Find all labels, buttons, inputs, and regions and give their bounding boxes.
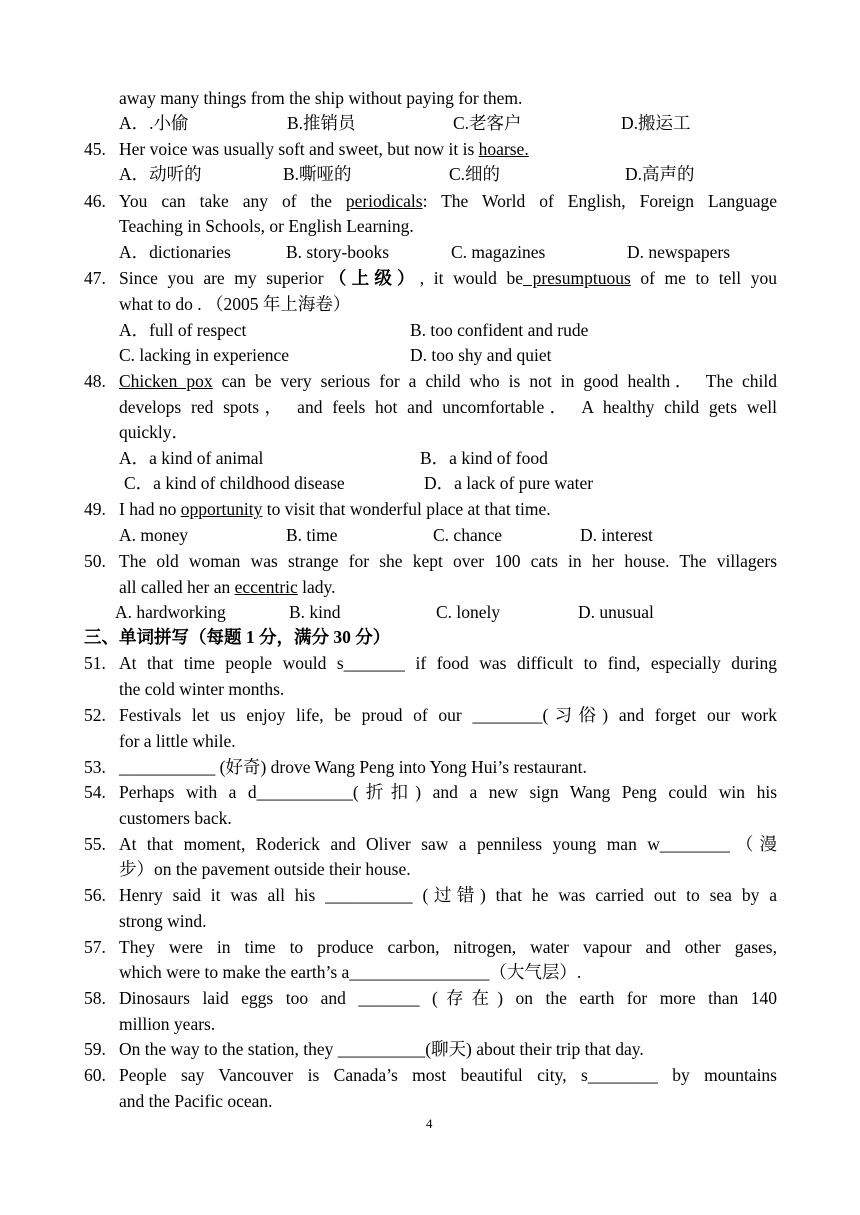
q46-option-a: A．dictionaries (119, 242, 231, 262)
item-60-line2: and the Pacific ocean. (119, 1091, 273, 1111)
item-52-line1: Festivals let us enjoy life, be proud of our ________(习俗) and forget our work (119, 705, 777, 725)
q49-stem: I had no opportunity to visit that wonderful place at that time. (119, 499, 551, 519)
item-55-line1: At that moment, Roderick and Oliver saw a penniless young man w________（漫 (119, 834, 777, 854)
item-54-number: 54. (84, 782, 106, 802)
item-59-number: 59. (84, 1039, 106, 1059)
q44-option-d: D.搬运工 (621, 113, 691, 133)
q45-stem: Her voice was usually soft and sweet, but now it is hoarse. (119, 139, 529, 159)
item-56-line2: strong wind. (119, 911, 207, 931)
q44-option-b: B.推销员 (287, 113, 356, 133)
q47-number: 47. (84, 268, 106, 288)
q48-target-word: Chicken pox (119, 371, 213, 391)
q46-option-d: D. newspapers (627, 242, 731, 262)
q48-option-a: A．a kind of animal (119, 448, 264, 468)
item-58-line1: Dinosaurs laid eggs too and _______ (存在) on the earth for more than 140 (119, 988, 777, 1008)
item-54-line2: customers back. (119, 808, 232, 828)
q50-number: 50. (84, 551, 106, 571)
q45-option-a: A．动听的 (119, 164, 202, 184)
q48-stem-line2: develops red spots， and feels hot and uncomfortable． A healthy child gets well (119, 397, 777, 417)
q45-option-b: B.嘶哑的 (283, 164, 352, 184)
q48-option-d: D．a lack of pure water (424, 473, 594, 493)
item-55-line2: 步）on the pavement outside their house. (119, 859, 411, 879)
q45-option-c: C.细的 (449, 164, 501, 184)
q50-option-b: B. kind (289, 602, 341, 622)
q47-target-word: presumptuous (522, 268, 631, 288)
item-55-number: 55. (84, 834, 106, 854)
item-51-line1: At that time people would s_______ if food was difficult to find, especially during (119, 653, 777, 673)
q47-option-d: D. too shy and quiet (410, 345, 552, 365)
q47-stem-line1: Since you are my superior（上级）, it would be presumptuous of me to tell you (119, 268, 777, 288)
item-56-number: 56. (84, 885, 106, 905)
q49-option-b: B. time (286, 525, 338, 545)
q50-stem-line2: all called her an eccentric lady. (119, 577, 336, 597)
q45-option-d: D.高声的 (625, 164, 695, 184)
q46-stem-line1: You can take any of the periodicals: The World of English, Foreign Language (119, 191, 777, 211)
q50-option-c: C. lonely (436, 602, 501, 622)
q46-option-c: C. magazines (451, 242, 546, 262)
item-60-line1: People say Vancouver is Canada’s most beautiful city, s________ by mountains (119, 1065, 777, 1085)
q49-target-word: opportunity (180, 499, 263, 519)
q48-option-b: B．a kind of food (420, 448, 548, 468)
item-54-line1: Perhaps with a d___________(折扣) and a new sign Wang Peng could win his (119, 782, 777, 802)
q45-target-word: hoarse. (478, 139, 529, 159)
q48-number: 48. (84, 371, 106, 391)
q50-option-d: D. unusual (578, 602, 654, 622)
q49-option-a: A. money (119, 525, 189, 545)
section-heading: 三、单词拼写（每题 1 分，满分 30 分） (84, 627, 391, 647)
q49-option-c: C. chance (433, 525, 502, 545)
item-58-number: 58. (84, 988, 106, 1008)
q50-option-a: A. hardworking (115, 602, 226, 622)
q44-option-a: A．.小偷 (119, 113, 189, 133)
page-number: 4 (426, 1116, 433, 1131)
q46-number: 46. (84, 191, 106, 211)
item-57-line1: They were in time to produce carbon, nitrogen, water vapour and other gases, (119, 937, 777, 957)
item-57-number: 57. (84, 937, 106, 957)
item-51-number: 51. (84, 653, 106, 673)
item-52-number: 52. (84, 705, 106, 725)
q48-option-c: C．a kind of childhood disease (124, 473, 345, 493)
item-53-number: 53. (84, 757, 106, 777)
q48-stem-line1: Chicken pox can be very serious for a child who is not in good health． The child (119, 371, 777, 391)
q46-stem-line2: Teaching in Schools, or English Learning. (119, 216, 414, 236)
item-57-line2: which were to make the earth’s a________________（大气层）. (119, 962, 582, 982)
item-60-number: 60. (84, 1065, 106, 1085)
item-51-line2: the cold winter months. (119, 679, 285, 699)
q44-continuation: away many things from the ship without paying for them. (119, 88, 523, 108)
q50-stem-line1: The old woman was strange for she kept over 100 cats in her house. The villagers (119, 551, 777, 571)
q47-option-a: A．full of respect (119, 320, 247, 340)
item-59-line1: On the way to the station, they __________(聊天) about their trip that day. (119, 1039, 644, 1059)
item-56-line1: Henry said it was all his __________ (过错) that he was carried out to sea by a (119, 885, 777, 905)
q48-stem-line3: quickly． (119, 422, 189, 442)
q47-stem-line2: what to do . （2005 年上海卷） (119, 294, 351, 314)
q47-option-c: C. lacking in experience (119, 345, 290, 365)
q46-target-word: periodicals (345, 191, 423, 211)
q45-number: 45. (84, 139, 106, 159)
q49-number: 49. (84, 499, 106, 519)
q50-target-word: eccentric (234, 577, 298, 597)
item-53-line1: ___________ (好奇) drove Wang Peng into Yong Hui’s restaurant. (119, 757, 587, 777)
q49-option-d: D. interest (580, 525, 653, 545)
q47-option-b: B. too confident and rude (410, 320, 589, 340)
q44-option-c: C.老客户 (453, 113, 522, 133)
item-58-line2: million years. (119, 1014, 216, 1034)
item-52-line2: for a little while. (119, 731, 236, 751)
q46-option-b: B. story-books (286, 242, 390, 262)
